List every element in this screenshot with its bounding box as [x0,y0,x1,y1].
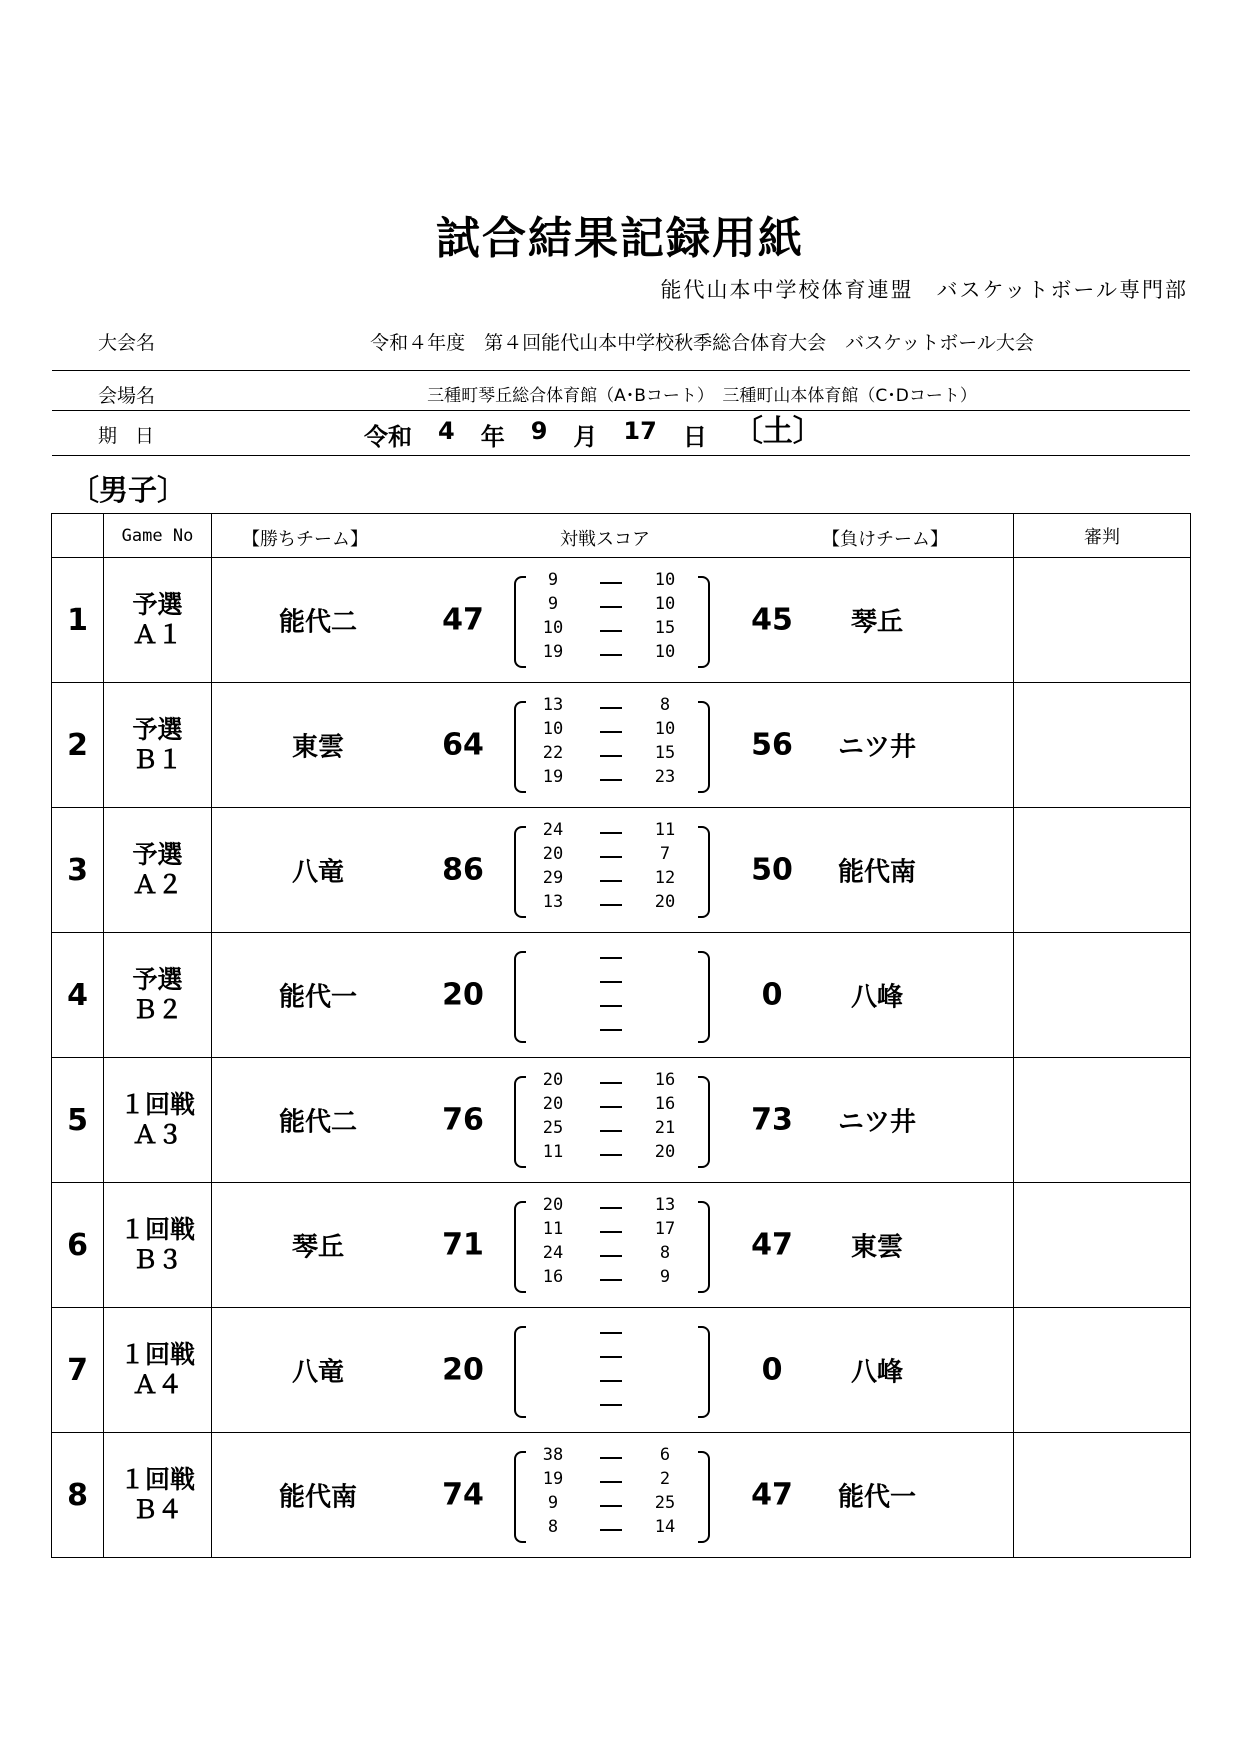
referee-cell [1014,1433,1191,1558]
game-code: Ａ１ [132,620,183,649]
tournament-value: 令和４年度 第４回能代山本中学校秋季総合体育大会 バスケットボール大会 [370,332,1034,354]
quarter-row [514,1219,710,1245]
quarter-loser-score: 6 [659,1445,671,1465]
quarter-winner-score: 9 [547,594,559,614]
winner-score: 47 [442,602,484,638]
game-code: Ａ３ [132,1120,183,1149]
quarter-scores [514,1445,710,1545]
quarter-row [514,618,710,644]
quarter-winner-score: 20 [542,1094,564,1114]
quarter-row [514,820,710,846]
tournament-row [52,318,1190,362]
quarter-loser-score: 15 [654,618,676,638]
referee-cell [1014,1058,1191,1183]
quarter-loser-score: 16 [654,1070,676,1090]
loser-team: ニツ井 [837,732,916,763]
quarter-winner-score: 20 [542,844,564,864]
game-code: Ｂ４ [132,1495,183,1524]
quarter-row [514,1368,710,1394]
game-number: 4 [52,933,104,1058]
loser-team: 八峰 [850,982,903,1013]
quarter-row [514,1517,710,1543]
quarter-dash [600,832,622,834]
quarter-loser-score: 10 [654,570,676,590]
results-table [51,513,1191,1558]
match-cell [212,1433,1014,1558]
quarter-loser-score: 14 [654,1517,676,1537]
referee-cell [1014,558,1191,683]
quarter-loser-score: 10 [654,719,676,739]
quarter-row [514,719,710,745]
loser-score: 45 [751,602,793,638]
date-era: 令和 [364,423,412,451]
quarter-dash [600,1029,622,1031]
game-code: Ｂ２ [132,995,183,1024]
game-number: 1 [52,558,104,683]
game-number: 6 [52,1183,104,1308]
quarter-winner-score: 13 [542,695,564,715]
game-round-cell [104,1433,212,1558]
quarter-row [514,1493,710,1519]
quarter-loser-score: 12 [654,868,676,888]
winner-score: 20 [442,1352,484,1388]
quarter-loser-score: 23 [654,767,676,787]
game-round-cell [104,1058,212,1183]
referee-cell [1014,1183,1191,1308]
quarter-winner-score: 9 [547,570,559,590]
match-cell [212,808,1014,933]
quarter-row [514,570,710,596]
quarter-winner-score: 25 [542,1118,564,1138]
quarter-row [514,743,710,769]
header-score: 対戦スコア [560,529,650,550]
quarter-dash [600,1529,622,1531]
loser-score: 50 [751,852,793,888]
quarter-loser-score: 16 [654,1094,676,1114]
game-round: １回戦 [119,1465,195,1494]
table-row [52,1308,1191,1433]
match-cell [212,933,1014,1058]
game-round: 予選 [132,965,183,994]
referee-cell [1014,933,1191,1058]
quarter-winner-score: 20 [542,1070,564,1090]
game-code: Ｂ３ [132,1245,183,1274]
quarter-dash [600,1279,622,1281]
quarter-winner-score: 11 [542,1142,564,1162]
quarter-dash [600,1356,622,1358]
table-row [52,933,1191,1058]
game-number: 5 [52,1058,104,1183]
quarter-dash [600,1154,622,1156]
quarter-row [514,1094,710,1120]
quarter-scores [514,1320,710,1420]
loser-score: 47 [751,1477,793,1513]
date-year-unit: 年 [480,423,505,451]
table-row [52,1433,1191,1558]
date-label: 期日 [98,425,173,447]
table-row [52,1183,1191,1308]
quarter-dash [600,654,622,656]
winner-score: 71 [442,1227,484,1263]
game-number: 3 [52,808,104,933]
header-game-no: Game No [104,514,212,558]
quarter-loser-score: 2 [659,1469,671,1489]
quarter-dash [600,1231,622,1233]
quarter-winner-score: 19 [542,767,564,787]
quarter-dash [600,1332,622,1334]
quarter-dash [600,606,622,608]
game-round-cell [104,933,212,1058]
quarter-winner-score: 10 [542,618,564,638]
quarter-dash [600,856,622,858]
winner-team: 東雲 [291,732,344,763]
date-month: 9 [530,417,548,445]
table-row [52,808,1191,933]
winner-team: 琴丘 [291,1232,344,1263]
quarter-winner-score: 20 [542,1195,564,1215]
quarter-row [514,969,710,995]
quarter-dash [600,981,622,983]
loser-score: 0 [761,1352,783,1388]
quarter-winner-score: 19 [542,642,564,662]
quarter-row [514,1017,710,1043]
match-cell [212,1183,1014,1308]
game-round: 予選 [132,840,183,869]
table-row [52,1058,1191,1183]
header-loser: 【負けチーム】 [822,529,948,550]
table-header-row [52,514,1191,558]
game-number: 7 [52,1308,104,1433]
loser-team: 琴丘 [850,607,903,638]
quarter-loser-score: 20 [654,1142,676,1162]
quarter-dash [600,1207,622,1209]
page-title: 試合結果記録用紙 [436,213,804,264]
quarter-loser-score: 9 [659,1267,671,1287]
date-day-unit: 日 [682,423,707,451]
quarter-dash [600,1255,622,1257]
quarter-winner-score: 16 [542,1267,564,1287]
quarter-row [514,892,710,918]
table-row [52,558,1191,683]
quarter-dash [600,1106,622,1108]
venue-label: 会場名 [98,385,156,407]
quarter-row [514,1070,710,1096]
game-round: 予選 [132,715,183,744]
quarter-row [514,695,710,721]
quarter-row [514,844,710,870]
quarter-loser-score: 10 [654,594,676,614]
referee-cell [1014,808,1191,933]
quarter-winner-score: 38 [542,1445,564,1465]
tournament-label: 大会名 [98,332,156,354]
quarter-row [514,868,710,894]
quarter-loser-score: 11 [654,820,676,840]
winner-score: 64 [442,727,484,763]
quarter-winner-score: 22 [542,743,564,763]
quarter-winner-score: 11 [542,1219,564,1239]
quarter-dash [600,779,622,781]
quarter-dash [600,1130,622,1132]
game-round-cell [104,1183,212,1308]
quarter-loser-score: 13 [654,1195,676,1215]
quarter-row [514,594,710,620]
game-code: Ｂ１ [132,745,183,774]
loser-team: 能代南 [837,857,916,888]
quarter-dash [600,1404,622,1406]
winner-score: 76 [442,1102,484,1138]
header-referee: 審判 [1014,514,1191,558]
quarter-dash [600,1380,622,1382]
date-row [52,410,1190,456]
loser-score: 56 [751,727,793,763]
game-round: １回戦 [119,1215,195,1244]
quarter-loser-score: 21 [654,1118,676,1138]
quarter-scores [514,1070,710,1170]
winner-score: 74 [442,1477,484,1513]
venue-value: 三種町琴丘総合体育館（A･Bコート） 三種町山本体育館（C･Dコート） [427,386,977,406]
quarter-winner-score: 24 [542,820,564,840]
match-cell [212,1308,1014,1433]
game-round: １回戦 [119,1340,195,1369]
quarter-dash [600,582,622,584]
game-round-cell [104,1308,212,1433]
quarter-loser-score: 7 [659,844,671,864]
quarter-row [514,1392,710,1418]
quarter-loser-score: 15 [654,743,676,763]
loser-team: 八峰 [850,1357,903,1388]
loser-score: 0 [761,977,783,1013]
quarter-dash [600,1481,622,1483]
date-year: 4 [438,417,455,445]
quarter-dash [600,957,622,959]
quarter-row [514,1243,710,1269]
winner-score: 20 [442,977,484,1013]
game-round-cell [104,808,212,933]
game-number: 2 [52,683,104,808]
winner-team: 能代二 [278,1107,357,1138]
quarter-row [514,1320,710,1346]
section-label: 〔男子〕 [70,473,187,507]
match-cell [212,1058,1014,1183]
winner-team: 能代二 [278,607,357,638]
loser-score: 73 [751,1102,793,1138]
game-code: Ａ２ [132,870,183,899]
referee-cell [1014,683,1191,808]
quarter-row [514,1118,710,1144]
quarter-winner-score: 19 [542,1469,564,1489]
quarter-loser-score: 8 [659,695,671,715]
game-round: １回戦 [119,1090,195,1119]
match-cell [212,558,1014,683]
game-code: Ａ４ [132,1370,183,1399]
quarter-dash [600,1005,622,1007]
quarter-row [514,642,710,668]
quarter-dash [600,731,622,733]
game-round-cell [104,683,212,808]
quarter-dash [600,880,622,882]
quarter-dash [600,630,622,632]
winner-team: 能代一 [278,982,357,1013]
header-match [212,514,1014,558]
quarter-dash [600,755,622,757]
date-value [364,414,823,452]
quarter-dash [600,707,622,709]
winner-team: 八竜 [291,857,344,888]
venue-row [52,370,1190,411]
quarter-loser-score: 10 [654,642,676,662]
date-day: 17 [623,417,657,445]
quarter-winner-score: 9 [547,1493,559,1513]
quarter-dash [600,1457,622,1459]
quarter-winner-score: 13 [542,892,564,912]
header-num [52,514,104,558]
quarter-row [514,945,710,971]
quarter-row [514,1267,710,1293]
quarter-row [514,1469,710,1495]
quarter-row [514,993,710,1019]
quarter-row [514,1344,710,1370]
quarter-scores [514,570,710,670]
referee-cell [1014,1308,1191,1433]
quarter-loser-score: 8 [659,1243,671,1263]
game-round: 予選 [132,590,183,619]
date-month-unit: 月 [573,423,598,451]
quarter-dash [600,1082,622,1084]
quarter-row [514,1142,710,1168]
winner-team: 能代南 [278,1482,357,1513]
quarter-winner-score: 29 [542,868,564,888]
quarter-winner-score: 10 [542,719,564,739]
game-round-cell [104,558,212,683]
loser-score: 47 [751,1227,793,1263]
quarter-row [514,767,710,793]
quarter-scores [514,1195,710,1295]
game-number: 8 [52,1433,104,1558]
header-winner: 【勝ちチーム】 [242,529,368,550]
loser-team: ニツ井 [837,1107,916,1138]
quarter-row [514,1445,710,1471]
quarter-scores [514,820,710,920]
quarter-loser-score: 17 [654,1219,676,1239]
quarter-loser-score: 20 [654,892,676,912]
match-cell [212,683,1014,808]
quarter-row [514,1195,710,1221]
quarter-winner-score: 24 [542,1243,564,1263]
quarter-scores [514,695,710,795]
quarter-scores [514,945,710,1045]
winner-score: 86 [442,852,484,888]
quarter-dash [600,1505,622,1507]
table-row [52,683,1191,808]
loser-team: 東雲 [850,1232,903,1263]
quarter-dash [600,904,622,906]
loser-team: 能代一 [837,1482,916,1513]
organization-name: 能代山本中学校体育連盟 バスケットボール専門部 [660,278,1188,302]
winner-team: 八竜 [291,1357,344,1388]
quarter-winner-score: 8 [547,1517,559,1537]
date-weekday: 〔土〕 [732,414,823,449]
quarter-loser-score: 25 [654,1493,676,1513]
